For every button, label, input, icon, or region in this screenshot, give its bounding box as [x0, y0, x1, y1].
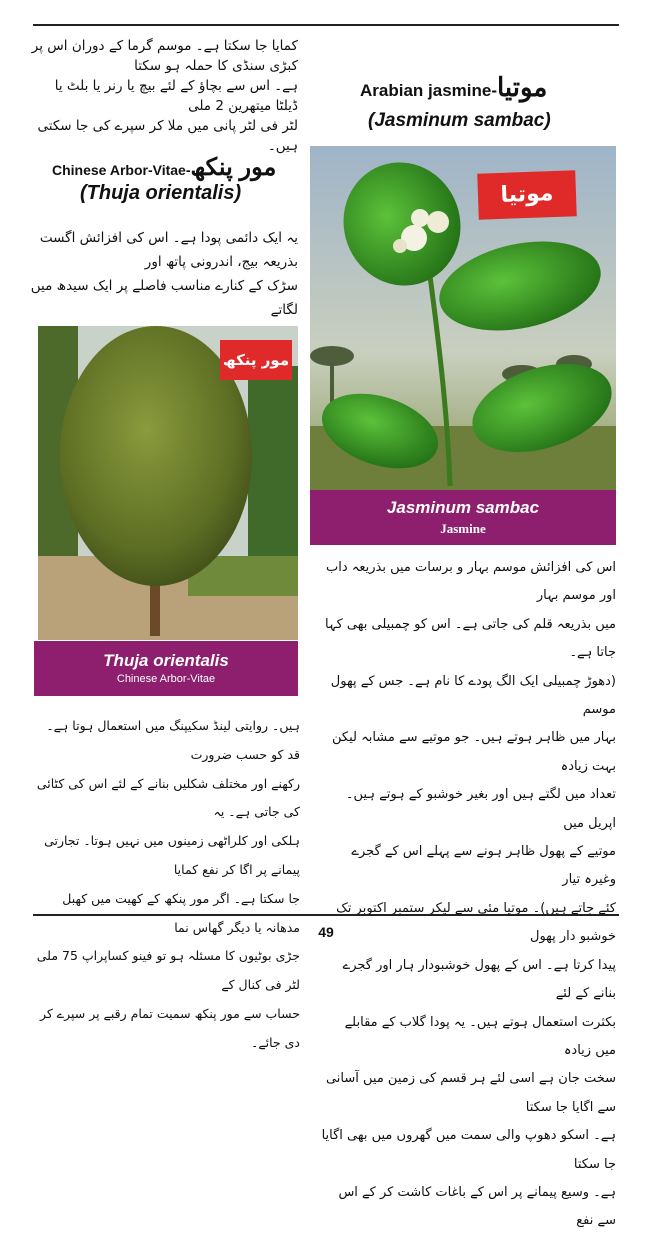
thuja-scientific-name: (Thuja orientalis) [80, 182, 242, 204]
jasmine-body-text [320, 554, 616, 1236]
thuja-photo-tag: مور پنکھ [220, 340, 292, 380]
text-line: کمایا جا سکتا ہے۔ موسم گرما کے دوران اس پر کبڑی سنڈی کا حملہ ہو سکتا [31, 38, 298, 74]
text-line: ہے۔ اسکو دھوپ والی سمت میں گھروں میں بھی اگایا جا سکتا [321, 1128, 616, 1172]
thuja-title [52, 153, 276, 182]
jasmine-title-urdu: موتیا [497, 72, 548, 102]
text-line: موتیے کے پھول ظاہر ہونے سے پہلے اس کے گجرے وغیرہ تیار [351, 844, 616, 888]
title-separator: - [185, 162, 191, 178]
text-line: ہلکی اور کلراٹھی زمینوں میں نہیں ہوتا۔ تجارتی پیمانے پر اگا کر نفع کمایا [44, 833, 300, 877]
jasmine-title-en: Arabian jasmine [360, 81, 492, 100]
text-line: ہیں۔ روایتی لینڈ سکیپنگ میں استعمال ہوتا ہے۔ قد کو حسب ضرورت [46, 718, 300, 762]
jasmine-caption [310, 490, 616, 545]
thuja-caption-title: Thuja orientalis [103, 651, 229, 670]
text-line: میں بذریعہ قلم کی جاتی ہے۔ اس کو چمبیلی بھی کہا جاتا ہے۔ [325, 616, 616, 661]
jasmine-title [360, 72, 547, 103]
thuja-intro-text [30, 226, 298, 322]
text-line: لٹر فی لٹر پانی میں ملا کر سپرے کی جا سکتی ہیں۔ [37, 118, 298, 154]
bottom-rule [33, 914, 619, 916]
text-line: سڑک کے کنارے مناسب فاصلے پر ایک سیدھ میں لگاتے [30, 278, 298, 318]
page-number: 49 [318, 924, 334, 940]
text-line: جڑی بوٹیوں کا مسئلہ ہو تو فینو کساپراپ 75 ملی لٹر فی کنال کے [36, 948, 300, 993]
thuja-caption-subtitle: Chinese Arbor-Vitae [116, 673, 216, 685]
thuja-title-urdu: مور پنکھ [190, 154, 277, 181]
jasmine-scientific-name: (Jasminum sambac) [368, 110, 551, 131]
top-rule [33, 24, 619, 26]
jasmine-caption-title: Jasminum sambac [386, 498, 540, 517]
text-line: (دھوڑ چمبیلی ایک الگ پودے کا نام ہے۔ جس کے پھول موسم [330, 673, 616, 718]
title-separator: - [491, 81, 497, 100]
jasmine-photo [310, 146, 616, 490]
text-line: پیدا کرتا ہے۔ اس کے پھول خوشبودار ہار اور گجرے بنانے کے لئے [342, 957, 616, 1002]
text-line: جا سکتا ہے۔ اگر مور پنکھ کے کھیت میں کھبل مدھانہ یا دیگر گھاس نما [62, 890, 300, 935]
text-line: رکھنے اور مختلف شکلیں بنانے کے لئے اس کی کٹائی کی جاتی ہے۔ یہ [36, 775, 300, 820]
text-line: سخت جان ہے اسی لئے ہر قسم کی زمین میں آسانی سے اگایا جا سکتا [325, 1071, 616, 1115]
thuja-title-en: Chinese Arbor-Vitae [52, 162, 186, 178]
top-left-text [30, 36, 298, 156]
text-line: تعداد میں لگتے ہیں اور بغیر خوشبو کے ہوتے ہیں۔ اپریل میں [345, 787, 616, 831]
text-line: ہے۔ اس سے بچاؤ کے لئے بیچ یا رنر یا بلٹ یا ڈیلٹا میتھرین 2 ملی [54, 78, 298, 114]
thuja-caption [34, 641, 298, 696]
text-line: یہ ایک دائمی پودا ہے۔ اس کی افزائش اگست بذریعہ بیج، اندرونی پاتھ اور [39, 230, 298, 270]
text-line: اس کی افزائش موسم بہار و برسات میں بذریعہ داب اور موسم بہار [325, 560, 616, 604]
jasmine-caption-subtitle: Jasmine [440, 521, 486, 536]
text-line: ہے۔ وسیع پیمانے پر اس کے باغات کاشت کر کے اس سے نفع [338, 1184, 616, 1229]
thuja-body-text [30, 712, 300, 1058]
thuja-photo [38, 326, 298, 640]
text-line: بکثرت استعمال ہوتے ہیں۔ یہ پودا گلاب کے مقابلے میں زیادہ [344, 1014, 616, 1058]
text-line: کئے جاتے ہیں)۔ موتیا مئی سے لیکر ستمبر اکتوبر تک خوشبو دار پھول [336, 900, 616, 945]
jasmine-photo-tag: موتیا [477, 170, 577, 219]
text-line: بہار میں ظاہر ہوتے ہیں۔ جو موتیے سے مشابہ لیکن بہت زیادہ [332, 730, 616, 774]
text-line: حساب سے مور پنکھ سمیت تمام رقبے پر سپرے کر دی جائے۔ [39, 1005, 300, 1050]
